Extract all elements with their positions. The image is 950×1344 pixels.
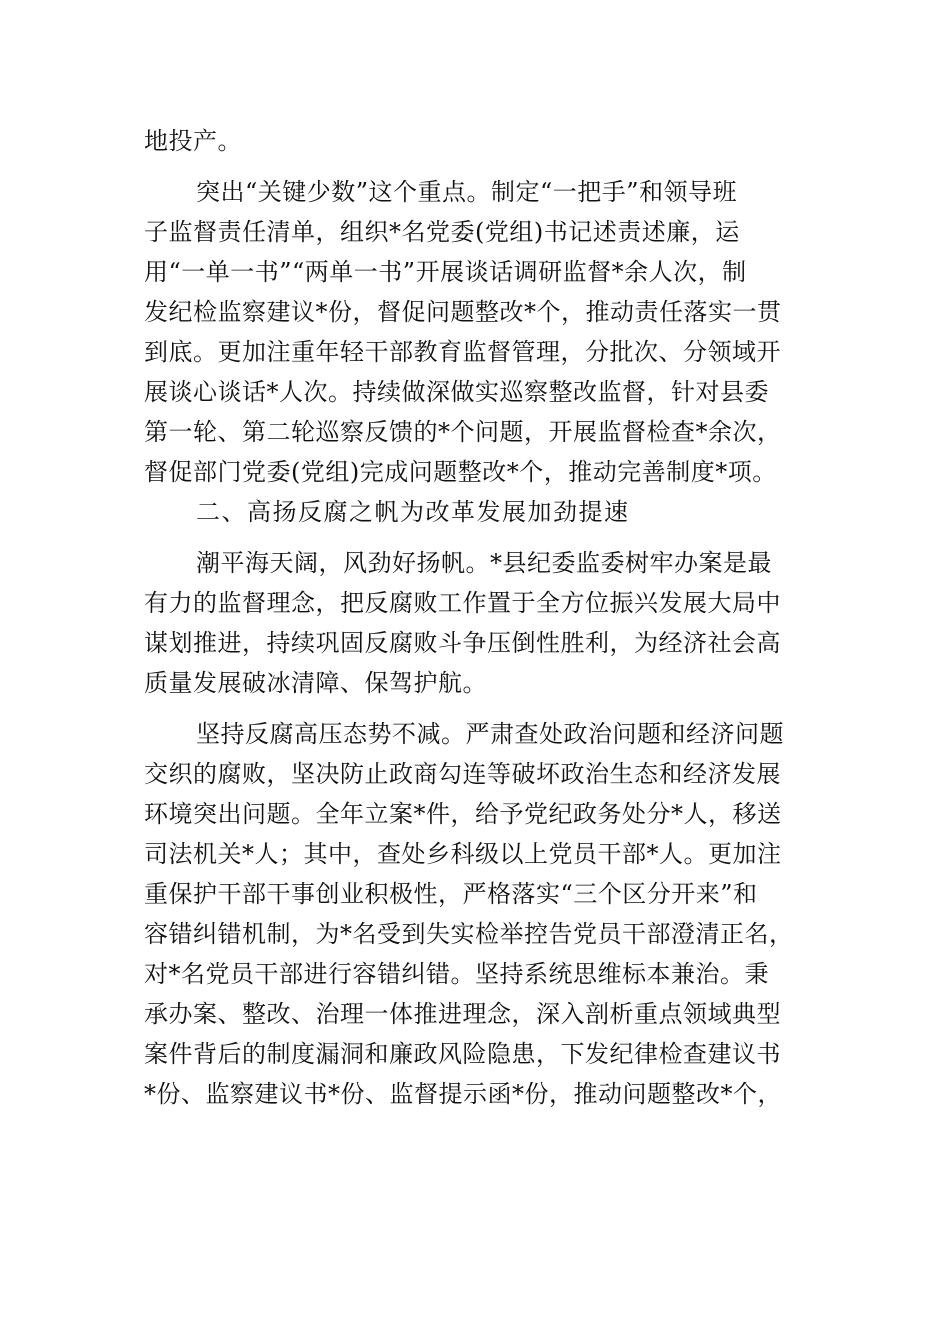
paragraph-first-line: 坚持反腐高压态势不减。严肃查处政治问题和经济问题 <box>196 720 784 748</box>
paragraph-first-line: 潮平海天阔，风劲好扬帆。*县纪委监委树牢办案是最 <box>196 549 772 577</box>
paragraph-first-line: 突出“关键少数”这个重点。制定“一把手”和领导班 <box>196 178 738 206</box>
text-line: 重保护干部干事创业积极性，严格落实“三个区分开来”和 <box>144 880 758 908</box>
text-line: 承办案、整改、治理一体推进理念，深入剖析重点领域典型 <box>144 1000 781 1028</box>
text-line: 谋划推进，持续巩固反腐败斗争压倒性胜利，为经济社会高 <box>144 629 781 657</box>
text-line: 有力的监督理念，把反腐败工作置于全方位振兴发展大局中 <box>144 589 781 617</box>
document-body <box>144 121 806 1114</box>
text-line: 对*名党员干部进行容错纠错。坚持系统思维标本兼治。秉 <box>144 960 769 988</box>
text-line: 容错纠错机制，为*名受到失实检举控告党员干部澄清正名， <box>144 920 794 948</box>
text-line: 司法机关*人；其中，查处乡科级以上党员干部*人。更加注 <box>144 840 782 868</box>
text-line: *份、监察建议书*份、监督提示函*份，推动问题整改*个， <box>144 1080 782 1108</box>
text-line: 交织的腐败，坚决防止政商勾连等破坏政治生态和经济发展 <box>144 760 781 788</box>
text-line: 地投产。 <box>144 127 242 155</box>
text-line: 展谈心谈话*人次。持续做深做实巡察整改监督，针对县委 <box>144 378 769 406</box>
text-line: 到底。更加注重年轻干部教育监督管理，分批次、分领域开 <box>144 338 781 366</box>
text-line: 用“一单一书”“两单一书”开展谈话调研监督*余人次，制 <box>144 258 747 286</box>
text-line: 子监督责任清单，组织*名党委(党组)书记述责述廉，运 <box>144 218 740 246</box>
text-line: 督促部门党委(党组)完成问题整改*个，推动完善制度*项。 <box>144 458 777 486</box>
text-line: 环境突出问题。全年立案*件，给予党纪政务处分*人，移送 <box>144 800 782 828</box>
text-line: 质量发展破冰清障、保驾护航。 <box>144 669 487 697</box>
text-line: 案件背后的制度漏洞和廉政风险隐患，下发纪律检查建议书 <box>144 1040 781 1068</box>
section-heading: 二、高扬反腐之帆为改革发展加劲提速 <box>196 498 630 526</box>
text-line: 发纪检监察建议*份，督促问题整改*个，推动责任落实一贯 <box>144 298 782 326</box>
text-line: 第一轮、第二轮巡察反馈的*个问题，开展监督检查*余次， <box>144 418 782 446</box>
